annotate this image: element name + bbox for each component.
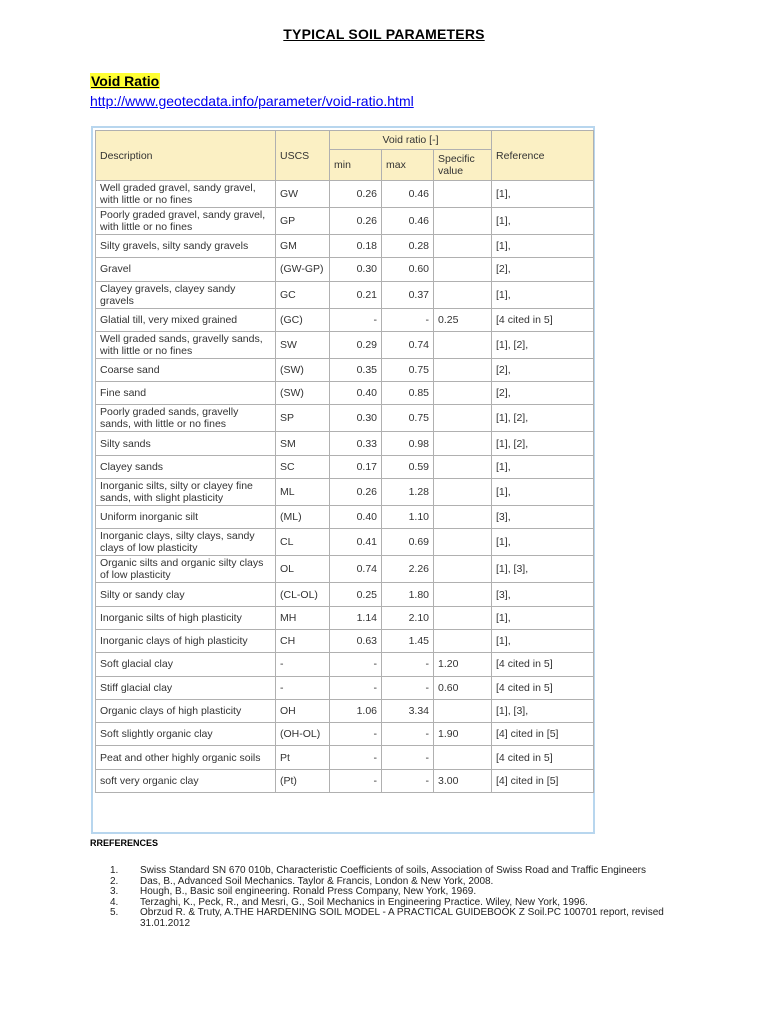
cell-description: Soft slightly organic clay bbox=[96, 723, 276, 746]
cell-uscs: GM bbox=[276, 235, 330, 258]
cell-specific-value: 1.90 bbox=[434, 723, 492, 746]
cell-uscs: GP bbox=[276, 208, 330, 235]
cell-uscs: SW bbox=[276, 331, 330, 358]
cell-uscs: SM bbox=[276, 432, 330, 455]
table-row bbox=[96, 455, 594, 478]
cell-uscs: GW bbox=[276, 181, 330, 208]
cell-min: - bbox=[330, 653, 382, 676]
cell-description: Well graded gravel, sandy gravel, with little or no fines bbox=[96, 181, 276, 208]
cell-min: 0.33 bbox=[330, 432, 382, 455]
cell-min: - bbox=[330, 723, 382, 746]
cell-description: Glatial till, very mixed grained bbox=[96, 308, 276, 331]
table-row bbox=[96, 529, 594, 556]
table-row bbox=[96, 676, 594, 699]
table-row bbox=[96, 358, 594, 381]
cell-uscs: (GW-GP) bbox=[276, 258, 330, 281]
page-title: TYPICAL SOIL PARAMETERS bbox=[283, 26, 485, 42]
cell-specific-value: 3.00 bbox=[434, 769, 492, 792]
cell-description: Poorly graded gravel, sandy gravel, with little or no fines bbox=[96, 208, 276, 235]
cell-max: - bbox=[382, 723, 434, 746]
cell-specific-value bbox=[434, 556, 492, 583]
cell-reference: [1], bbox=[492, 629, 594, 652]
table-row bbox=[96, 606, 594, 629]
cell-uscs: (CL-OL) bbox=[276, 583, 330, 606]
cell-min: - bbox=[330, 308, 382, 331]
cell-description: Inorganic silts of high plasticity bbox=[96, 606, 276, 629]
cell-reference: [4 cited in 5] bbox=[492, 676, 594, 699]
reference-number: 3. bbox=[110, 886, 119, 897]
cell-reference: [4 cited in 5] bbox=[492, 746, 594, 769]
cell-min: 0.26 bbox=[330, 181, 382, 208]
cell-min: - bbox=[330, 769, 382, 792]
cell-max: 1.80 bbox=[382, 583, 434, 606]
cell-max: 0.69 bbox=[382, 529, 434, 556]
cell-max: 1.10 bbox=[382, 506, 434, 529]
cell-max: 2.26 bbox=[382, 556, 434, 583]
cell-min: 0.41 bbox=[330, 529, 382, 556]
cell-min: 0.35 bbox=[330, 358, 382, 381]
table-row bbox=[96, 629, 594, 652]
table-row bbox=[96, 432, 594, 455]
cell-reference: [2], bbox=[492, 258, 594, 281]
cell-description: Stiff glacial clay bbox=[96, 676, 276, 699]
cell-reference: [4] cited in [5] bbox=[492, 723, 594, 746]
cell-description: Coarse sand bbox=[96, 358, 276, 381]
cell-uscs: (OH-OL) bbox=[276, 723, 330, 746]
cell-description: Soft glacial clay bbox=[96, 653, 276, 676]
cell-uscs: CH bbox=[276, 629, 330, 652]
void-ratio-table-container bbox=[91, 126, 595, 834]
cell-max: 1.45 bbox=[382, 629, 434, 652]
cell-description: Organic silts and organic silty clays of low plasticity bbox=[96, 556, 276, 583]
cell-reference: [1], bbox=[492, 455, 594, 478]
table-row bbox=[96, 479, 594, 506]
cell-reference: [4 cited in 5] bbox=[492, 653, 594, 676]
cell-specific-value bbox=[434, 181, 492, 208]
cell-max: 0.28 bbox=[382, 235, 434, 258]
cell-reference: [1], bbox=[492, 181, 594, 208]
cell-specific-value bbox=[434, 699, 492, 722]
section-heading: Void Ratio bbox=[91, 73, 160, 89]
cell-max: 0.85 bbox=[382, 382, 434, 405]
reference-text: Das, B., Advanced Soil Mechanics. Taylor & Francis, London & New York, 2008. bbox=[140, 875, 494, 887]
cell-specific-value bbox=[434, 629, 492, 652]
cell-max: - bbox=[382, 769, 434, 792]
cell-specific-value bbox=[434, 746, 492, 769]
cell-reference: [3], bbox=[492, 583, 594, 606]
cell-specific-value bbox=[434, 606, 492, 629]
table-row bbox=[96, 653, 594, 676]
table-row bbox=[96, 308, 594, 331]
header-void-ratio: Void ratio [-] bbox=[330, 131, 492, 150]
cell-specific-value bbox=[434, 405, 492, 432]
cell-description: Well graded sands, gravelly sands, with little or no fines bbox=[96, 331, 276, 358]
cell-uscs: ML bbox=[276, 479, 330, 506]
void-ratio-table bbox=[95, 130, 594, 793]
cell-max: 0.74 bbox=[382, 331, 434, 358]
table-row bbox=[96, 769, 594, 792]
table-row bbox=[96, 181, 594, 208]
cell-reference: [1], bbox=[492, 235, 594, 258]
cell-uscs: MH bbox=[276, 606, 330, 629]
cell-max: 0.37 bbox=[382, 281, 434, 308]
cell-uscs: - bbox=[276, 676, 330, 699]
header-specific-value: Specific value bbox=[434, 150, 492, 181]
cell-min: - bbox=[330, 676, 382, 699]
cell-max: 2.10 bbox=[382, 606, 434, 629]
cell-description: Uniform inorganic silt bbox=[96, 506, 276, 529]
cell-max: 0.75 bbox=[382, 358, 434, 381]
cell-specific-value bbox=[434, 479, 492, 506]
cell-description: Inorganic clays, silty clays, sandy clays of low plasticity bbox=[96, 529, 276, 556]
table-row bbox=[96, 281, 594, 308]
cell-reference: [1], [2], bbox=[492, 405, 594, 432]
reference-item bbox=[110, 908, 690, 929]
cell-specific-value bbox=[434, 529, 492, 556]
table-row bbox=[96, 331, 594, 358]
cell-reference: [1], [3], bbox=[492, 556, 594, 583]
cell-reference: [1], bbox=[492, 208, 594, 235]
cell-uscs: CL bbox=[276, 529, 330, 556]
cell-reference: [2], bbox=[492, 382, 594, 405]
cell-reference: [1], bbox=[492, 529, 594, 556]
cell-description: Inorganic silts, silty or clayey fine sands, with slight plasticity bbox=[96, 479, 276, 506]
header-description: Description bbox=[96, 131, 276, 181]
cell-description: Organic clays of high plasticity bbox=[96, 699, 276, 722]
cell-min: 0.18 bbox=[330, 235, 382, 258]
table-row bbox=[96, 258, 594, 281]
reference-text: Terzaghi, K., Peck, R., and Mesri, G., Soil Mechanics in Engineering Practice. Wiley, New York, 1996. bbox=[140, 896, 588, 908]
cell-min: 0.40 bbox=[330, 506, 382, 529]
reference-number: 2. bbox=[110, 875, 119, 887]
cell-max: 1.28 bbox=[382, 479, 434, 506]
cell-specific-value bbox=[434, 331, 492, 358]
reference-number: 5. bbox=[110, 907, 119, 918]
cell-reference: [4] cited in [5] bbox=[492, 769, 594, 792]
cell-uscs: OH bbox=[276, 699, 330, 722]
cell-description: Inorganic clays of high plasticity bbox=[96, 629, 276, 652]
cell-uscs: (SW) bbox=[276, 358, 330, 381]
cell-reference: [1], [2], bbox=[492, 331, 594, 358]
cell-min: 0.63 bbox=[330, 629, 382, 652]
cell-min: 0.29 bbox=[330, 331, 382, 358]
cell-specific-value: 0.60 bbox=[434, 676, 492, 699]
cell-max: 0.75 bbox=[382, 405, 434, 432]
cell-max: - bbox=[382, 653, 434, 676]
cell-max: - bbox=[382, 746, 434, 769]
cell-uscs: (ML) bbox=[276, 506, 330, 529]
table-body bbox=[96, 181, 594, 793]
cell-reference: [1], bbox=[492, 606, 594, 629]
cell-description: Clayey sands bbox=[96, 455, 276, 478]
reference-number: 1. bbox=[110, 865, 119, 876]
cell-uscs: Pt bbox=[276, 746, 330, 769]
cell-min: 0.30 bbox=[330, 405, 382, 432]
table-row bbox=[96, 235, 594, 258]
cell-specific-value bbox=[434, 583, 492, 606]
cell-reference: [1], bbox=[492, 479, 594, 506]
cell-description: Gravel bbox=[96, 258, 276, 281]
cell-specific-value: 0.25 bbox=[434, 308, 492, 331]
cell-uscs: - bbox=[276, 653, 330, 676]
cell-description: Clayey gravels, clayey sandy gravels bbox=[96, 281, 276, 308]
cell-specific-value bbox=[434, 432, 492, 455]
cell-description: Peat and other highly organic soils bbox=[96, 746, 276, 769]
cell-description: Silty sands bbox=[96, 432, 276, 455]
cell-min: - bbox=[330, 746, 382, 769]
table-row bbox=[96, 506, 594, 529]
references-list bbox=[110, 866, 690, 929]
cell-min: 0.26 bbox=[330, 479, 382, 506]
cell-max: - bbox=[382, 676, 434, 699]
references-heading: RREFERENCES bbox=[90, 838, 159, 848]
cell-min: 0.26 bbox=[330, 208, 382, 235]
reference-text: Obrzud R. & Truty, A.THE HARDENING SOIL MODEL - A PRACTICAL GUIDEBOOK Z Soil.PC 100701 report, revised 31.01.2012 bbox=[140, 907, 664, 929]
cell-uscs: (Pt) bbox=[276, 769, 330, 792]
reference-number: 4. bbox=[110, 896, 119, 908]
cell-uscs: (GC) bbox=[276, 308, 330, 331]
table-row bbox=[96, 699, 594, 722]
header-max: max bbox=[382, 150, 434, 181]
table-row bbox=[96, 583, 594, 606]
cell-reference: [1], [2], bbox=[492, 432, 594, 455]
cell-min: 0.21 bbox=[330, 281, 382, 308]
cell-description: Silty or sandy clay bbox=[96, 583, 276, 606]
cell-min: 1.06 bbox=[330, 699, 382, 722]
cell-max: - bbox=[382, 308, 434, 331]
cell-max: 3.34 bbox=[382, 699, 434, 722]
cell-description: Fine sand bbox=[96, 382, 276, 405]
cell-uscs: SC bbox=[276, 455, 330, 478]
cell-uscs: SP bbox=[276, 405, 330, 432]
cell-uscs: (SW) bbox=[276, 382, 330, 405]
cell-reference: [1], [3], bbox=[492, 699, 594, 722]
cell-min: 0.25 bbox=[330, 583, 382, 606]
cell-specific-value bbox=[434, 208, 492, 235]
cell-reference: [3], bbox=[492, 506, 594, 529]
cell-uscs: OL bbox=[276, 556, 330, 583]
cell-max: 0.59 bbox=[382, 455, 434, 478]
cell-specific-value bbox=[434, 258, 492, 281]
cell-description: soft very organic clay bbox=[96, 769, 276, 792]
cell-description: Silty gravels, silty sandy gravels bbox=[96, 235, 276, 258]
cell-min: 0.40 bbox=[330, 382, 382, 405]
cell-specific-value bbox=[434, 382, 492, 405]
cell-min: 1.14 bbox=[330, 606, 382, 629]
source-link[interactable]: http://www.geotecdata.info/parameter/void-ratio.html bbox=[90, 93, 414, 109]
cell-specific-value bbox=[434, 235, 492, 258]
cell-max: 0.46 bbox=[382, 181, 434, 208]
table-row bbox=[96, 723, 594, 746]
table-row bbox=[96, 208, 594, 235]
header-min: min bbox=[330, 150, 382, 181]
table-row bbox=[96, 556, 594, 583]
header-uscs: USCS bbox=[276, 131, 330, 181]
cell-specific-value bbox=[434, 455, 492, 478]
table-row bbox=[96, 382, 594, 405]
cell-description: Poorly graded sands, gravelly sands, with little or no fines bbox=[96, 405, 276, 432]
cell-min: 0.74 bbox=[330, 556, 382, 583]
cell-reference: [1], bbox=[492, 281, 594, 308]
cell-min: 0.30 bbox=[330, 258, 382, 281]
cell-reference: [2], bbox=[492, 358, 594, 381]
reference-text: Hough, B., Basic soil engineering. Ronald Press Company, New York, 1969. bbox=[140, 886, 477, 897]
cell-max: 0.60 bbox=[382, 258, 434, 281]
table-row bbox=[96, 746, 594, 769]
cell-specific-value bbox=[434, 506, 492, 529]
reference-text: Swiss Standard SN 670 010b, Characteristic Coefficients of soils, Association of Swiss Road and Traffic Engineers bbox=[140, 865, 646, 876]
cell-specific-value: 1.20 bbox=[434, 653, 492, 676]
cell-specific-value bbox=[434, 281, 492, 308]
cell-max: 0.98 bbox=[382, 432, 434, 455]
cell-reference: [4 cited in 5] bbox=[492, 308, 594, 331]
header-reference: Reference bbox=[492, 131, 594, 181]
cell-specific-value bbox=[434, 358, 492, 381]
cell-uscs: GC bbox=[276, 281, 330, 308]
cell-max: 0.46 bbox=[382, 208, 434, 235]
cell-min: 0.17 bbox=[330, 455, 382, 478]
table-row bbox=[96, 405, 594, 432]
